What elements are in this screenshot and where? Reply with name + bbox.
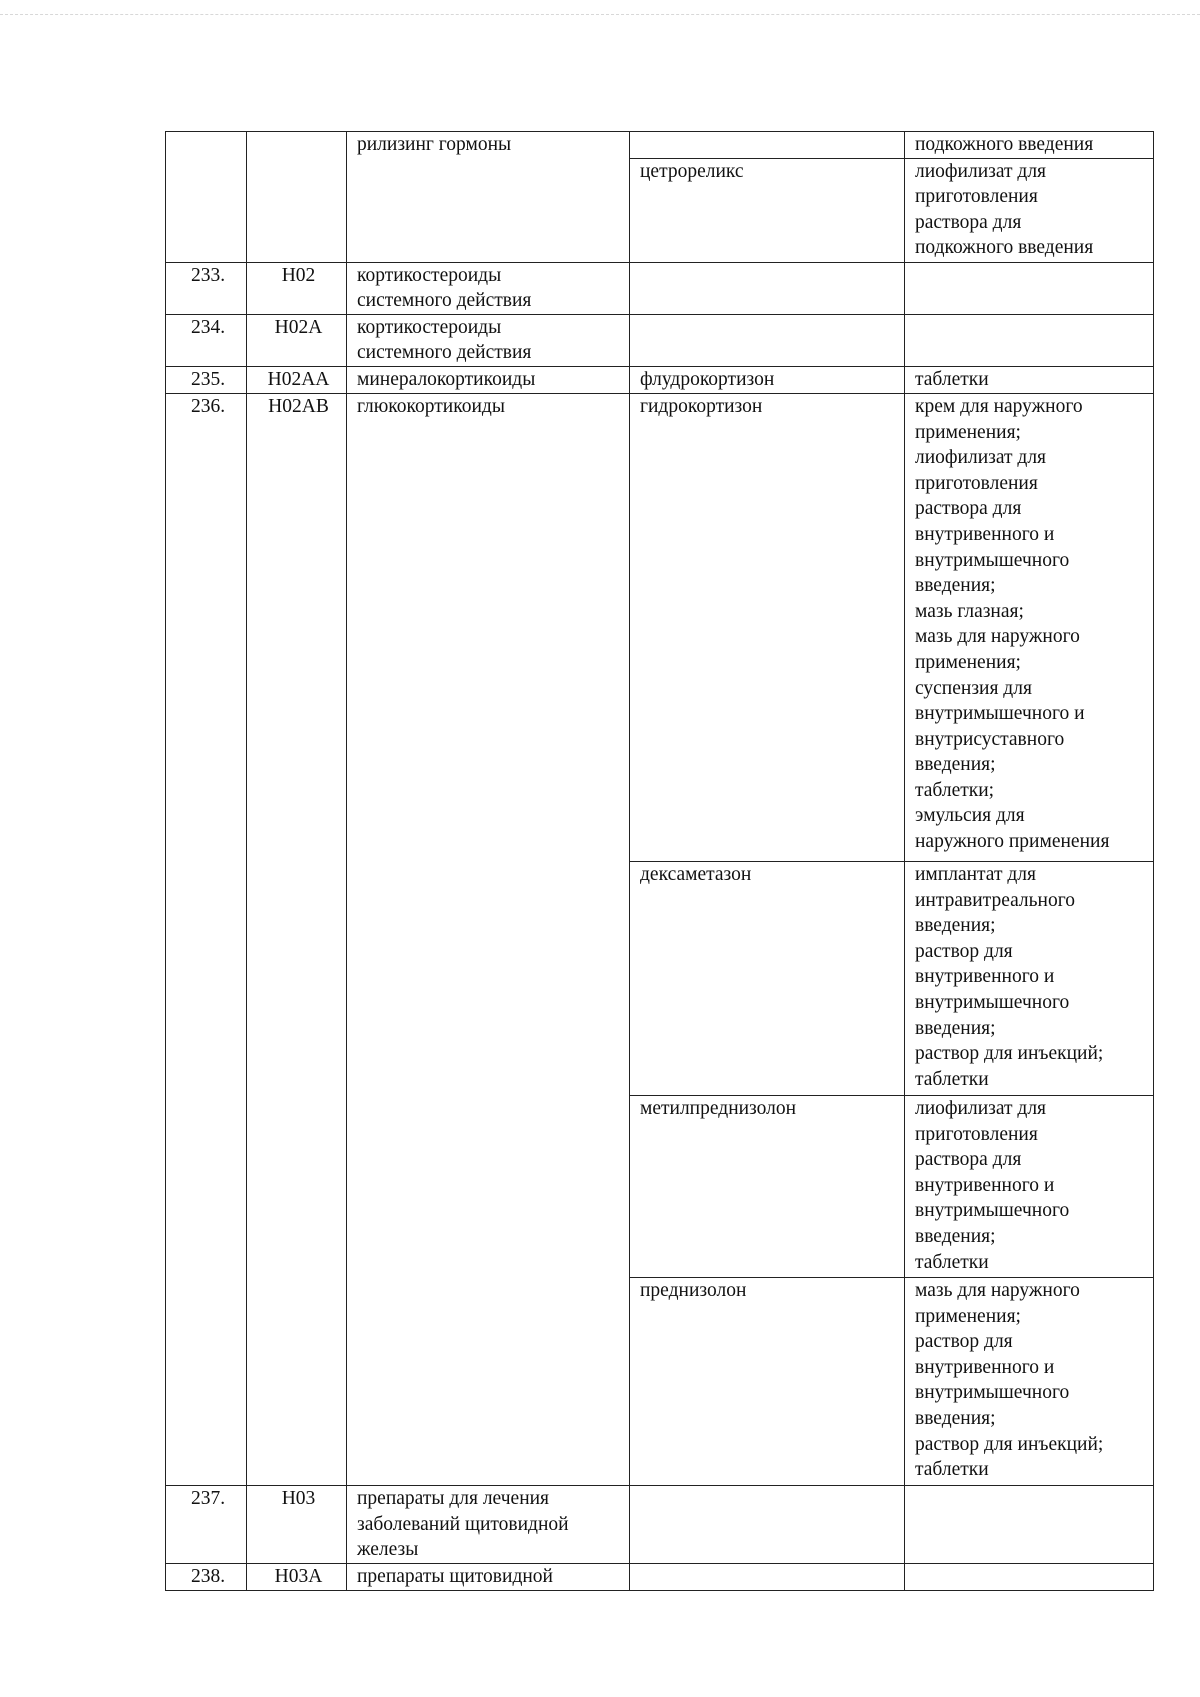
row-number: 236. (166, 393, 247, 1485)
drug-name: преднизолон (630, 1277, 905, 1485)
drug-name: цетрореликс (630, 158, 905, 262)
table-row (166, 132, 1154, 159)
row-number: 235. (166, 366, 247, 393)
dosage-form (905, 314, 1154, 366)
atc-code: H02A (247, 314, 347, 366)
table-row (166, 1485, 1154, 1563)
dosage-form: лиофилизат для приготовления раствора для внутривенного и внутримышечного введения; таблетки (905, 1095, 1154, 1277)
anatomical-therapeutic-group: глюкокортикоиды (347, 393, 630, 1485)
drug-list-table (165, 131, 1154, 1591)
dosage-form: таблетки (905, 366, 1154, 393)
row-number: 233. (166, 262, 247, 314)
scan-edge-line (0, 14, 1200, 15)
dosage-form (905, 262, 1154, 314)
anatomical-therapeutic-group: препараты щитовидной (347, 1563, 630, 1590)
anatomical-therapeutic-group: кортикостероиды системного действия (347, 314, 630, 366)
row-number (166, 132, 247, 263)
anatomical-therapeutic-group: минералокортикоиды (347, 366, 630, 393)
atc-code: H03 (247, 1485, 347, 1563)
row-number: 237. (166, 1485, 247, 1563)
anatomical-therapeutic-group: препараты для лечения заболеваний щитовидной железы (347, 1485, 630, 1563)
dosage-form (905, 1563, 1154, 1590)
table-row (166, 1563, 1154, 1590)
drug-name (630, 132, 905, 159)
table-row (166, 393, 1154, 861)
drug-name (630, 262, 905, 314)
dosage-form: крем для наружного применения; лиофилизат для приготовления раствора для внутривенного и внутримышечного введения; мазь глазная; мазь для наружного применения; суспензия для внутримышечного и внутрисуставного введения; таблетки; эмульсия для наружного применения (905, 393, 1154, 861)
drug-name (630, 314, 905, 366)
drug-name: дексаметазон (630, 861, 905, 1095)
dosage-form: лиофилизат для приготовления раствора для подкожного введения (905, 158, 1154, 262)
dosage-form (905, 1485, 1154, 1563)
drug-name: гидрокортизон (630, 393, 905, 861)
table-row (166, 314, 1154, 366)
row-number: 234. (166, 314, 247, 366)
atc-code: H03A (247, 1563, 347, 1590)
anatomical-therapeutic-group: кортикостероиды системного действия (347, 262, 630, 314)
atc-code (247, 132, 347, 263)
atc-code: H02AA (247, 366, 347, 393)
row-number: 238. (166, 1563, 247, 1590)
anatomical-therapeutic-group: рилизинг гормоны (347, 132, 630, 263)
drug-name: метилпреднизолон (630, 1095, 905, 1277)
drug-name (630, 1485, 905, 1563)
atc-code: H02AB (247, 393, 347, 1485)
drug-name (630, 1563, 905, 1590)
table-row (166, 262, 1154, 314)
drug-name: флудрокортизон (630, 366, 905, 393)
atc-code: H02 (247, 262, 347, 314)
dosage-form: имплантат для интравитреального введения; раствор для внутривенного и внутримышечного введения; раствор для инъекций; таблетки (905, 861, 1154, 1095)
dosage-form: мазь для наружного применения; раствор для внутривенного и внутримышечного введения; раствор для инъекций; таблетки (905, 1277, 1154, 1485)
dosage-form: подкожного введения (905, 132, 1154, 159)
table-row (166, 366, 1154, 393)
